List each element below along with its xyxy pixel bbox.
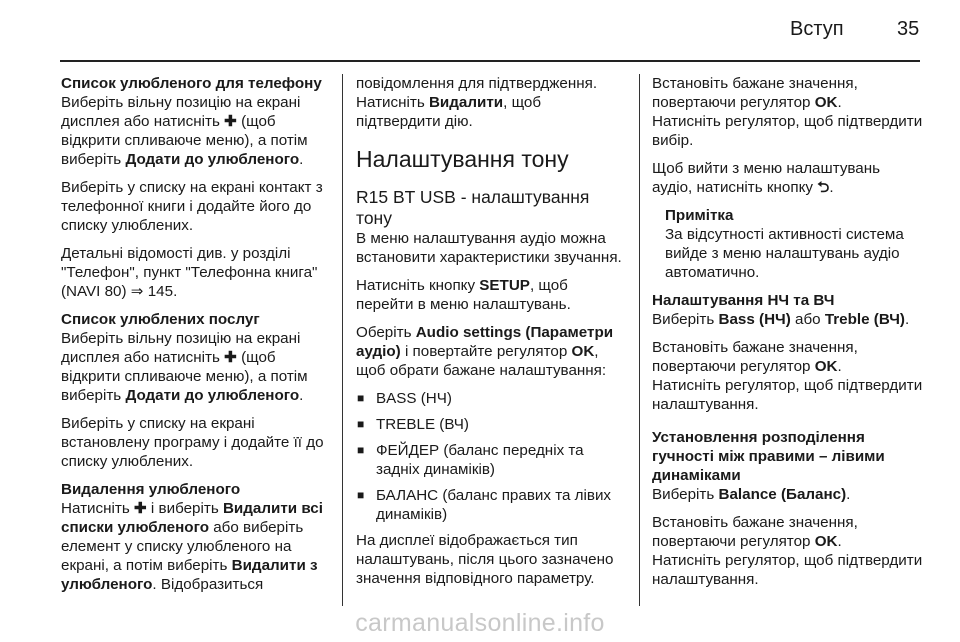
header-rule: [60, 60, 920, 62]
column-3: [652, 74, 924, 598]
note-text: За відсутності активності система вийде з меню налаштувань аудіо автоматично.: [665, 226, 904, 281]
list-item: ■ ФЕЙДЕР (баланс передніх та задніх динаміків): [356, 441, 628, 479]
section-heading: Видалення улюбленого: [61, 481, 241, 498]
paragraph: Встановіть бажане значення, повертаючи регулятор OK. Натисніть регулятор, щоб підтвердити налаштування.: [652, 514, 923, 588]
paragraph: Щоб вийти з меню налаштувань аудіо, натисніть кнопку ⮌.: [652, 160, 881, 196]
section-heading: Установлення розподілення гучності між правими – лівими динаміками: [652, 429, 885, 484]
note-heading: Примітка: [665, 207, 734, 224]
settings-list: [356, 389, 628, 524]
list-item: ■ БАЛАНС (баланс правих та лівих динаміків): [356, 486, 628, 524]
section-heading: Список улюблених послуг: [61, 311, 260, 328]
page-title: Вступ: [790, 18, 844, 40]
paragraph: Натисніть кнопку SETUP, щоб перейти в меню налаштувань.: [356, 277, 571, 313]
paragraph: Встановіть бажане значення, повертаючи регулятор OK. Натисніть регулятор, щоб підтвердити налаштування.: [652, 339, 923, 413]
section-heading: Налаштування НЧ та ВЧ: [652, 292, 835, 309]
column-1: [61, 74, 333, 603]
page-number: 35: [897, 18, 920, 40]
paragraph: Видалення улюбленого Натисніть ✚ і виберіть Видалити всі списки улюбленого або виберіть елемент у списку улюбленого на екрані, а потім виберіть Видалити з улюбленого. Відобразиться: [61, 480, 333, 594]
paragraph: Список улюбленого для телефону Виберіть вільну позицію на екрані дисплея або натисніть ✚ (щоб відкрити спливаюче меню), а потім виберіть Додати до улюбленого.: [61, 74, 333, 169]
back-arrow-icon: ⮌: [817, 179, 830, 196]
paragraph: Налаштування НЧ та ВЧ Виберіть Bass (НЧ) або Treble (ВЧ).: [652, 291, 924, 329]
section-heading: Список улюбленого для телефону: [61, 75, 322, 92]
section-title: Налаштування тону: [356, 146, 569, 172]
reference-arrow-icon: ⇒: [130, 283, 144, 300]
plus-icon: ✚: [133, 500, 147, 517]
column-divider: [639, 74, 640, 606]
paragraph: На дисплеї відображається тип налаштувань, після цього зазначено значення відповідного параметру.: [356, 532, 614, 587]
column-divider: [342, 74, 343, 606]
list-item: ■ BASS (НЧ): [356, 389, 628, 408]
paragraph: Оберіть Audio settings (Параметри аудіо) і повертайте регулятор OK, щоб обрати бажане налаштування:: [356, 324, 614, 379]
column-2: [356, 74, 628, 597]
page-header: [0, 0, 960, 62]
paragraph: Виберіть у списку на екрані встановлену програму і додайте її до списку улюблених.: [61, 415, 324, 470]
watermark: carmanualsonline.info: [355, 609, 605, 637]
paragraph: В меню налаштування аудіо можна встановити характеристики звучання.: [356, 230, 622, 266]
paragraph: Встановіть бажане значення, повертаючи регулятор OK. Натисніть регулятор, щоб підтвердити вибір.: [652, 75, 923, 149]
paragraph: Установлення розподілення гучності між правими – лівими динаміками Виберіть Balance (Баланс).: [652, 428, 924, 504]
paragraph: Виберіть у списку на екрані контакт з телефонної книги і додайте його до списку улюблених.: [61, 179, 323, 234]
paragraph: Список улюблених послуг Виберіть вільну позицію на екрані дисплея або натисніть ✚ (щоб відкрити спливаюче меню), а потім виберіть Додати до улюбленого.: [61, 310, 333, 405]
paragraph: Детальні відомості див. у розділі "Телефон", пункт "Телефонна книга" (NAVI 80) ⇒ 145.: [61, 245, 318, 300]
list-item: ■ TREBLE (ВЧ): [356, 415, 628, 434]
note-box: [652, 206, 924, 282]
subsection-title: R15 BT USB - налаштування тону: [356, 187, 590, 228]
plus-icon: ✚: [224, 349, 237, 366]
paragraph: повідомлення для підтвердження. Натисніть Видалити, щоб підтвердити дію.: [356, 75, 598, 130]
plus-icon: ✚: [224, 113, 237, 130]
